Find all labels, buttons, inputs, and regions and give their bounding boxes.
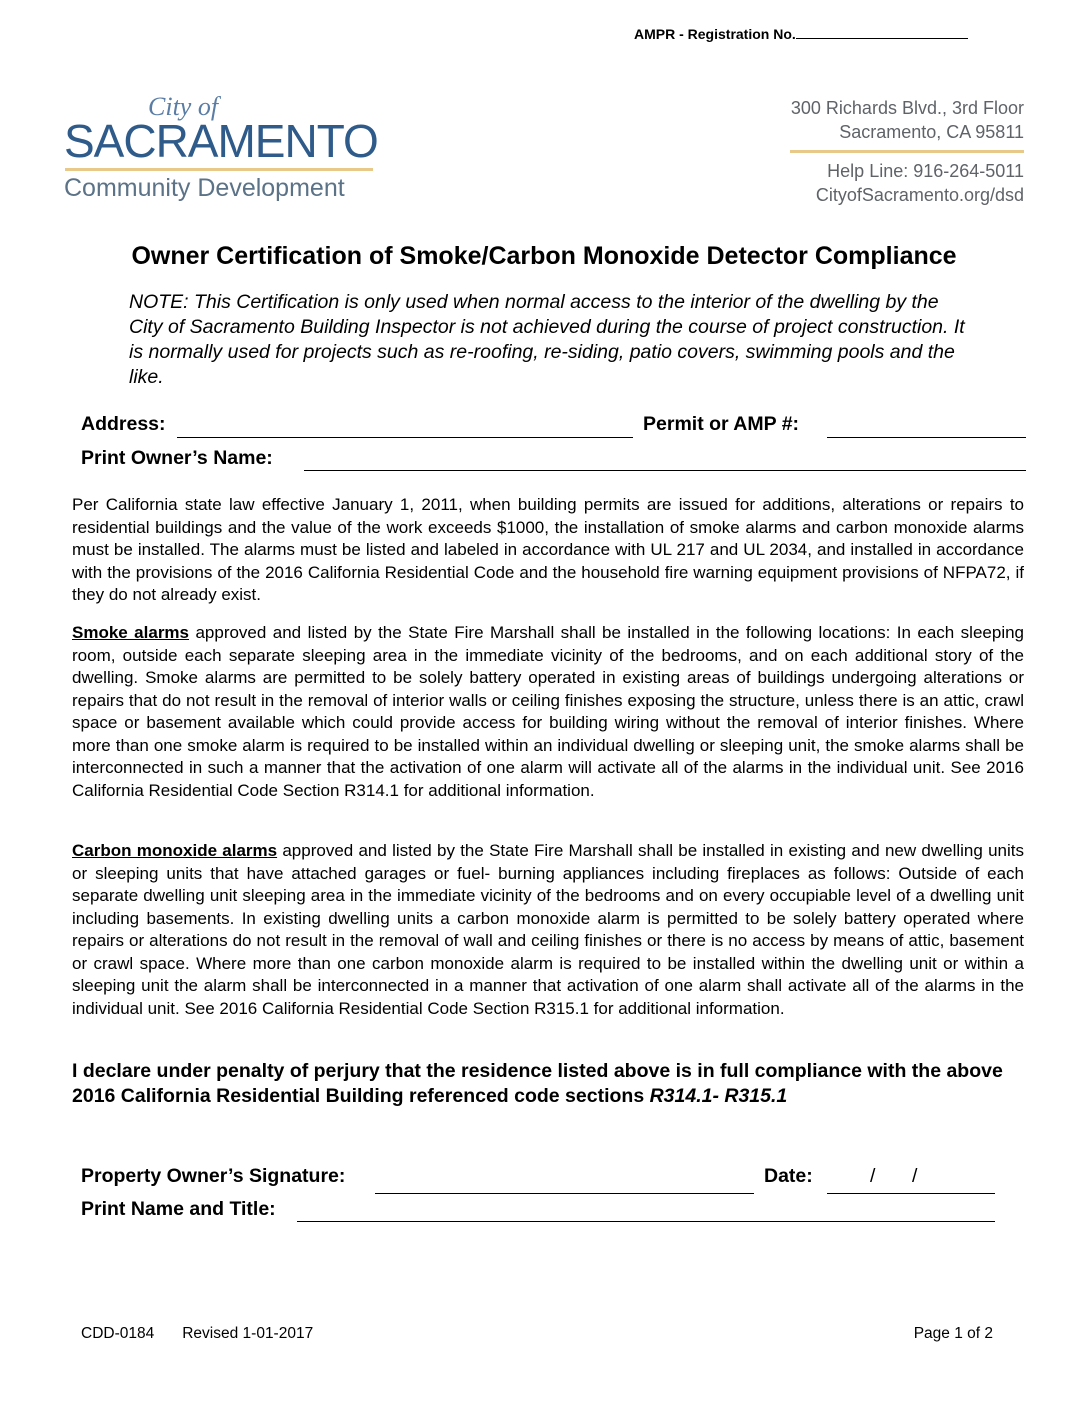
logo-divider (65, 168, 373, 171)
owner-name-label: Print Owner’s Name: (81, 447, 273, 469)
owner-name-input[interactable] (304, 469, 1026, 471)
smoke-alarms-heading: Smoke alarms (72, 623, 190, 642)
office-street: 300 Richards Blvd., 3rd Floor (790, 98, 1024, 118)
date-input[interactable] (827, 1192, 995, 1194)
smoke-alarms-text: approved and listed by the State Fire Marshall shall be installed in the following locations: In each sleeping room, outside each separate sleeping area in the immediate vicinity of the bedrooms, and on each additional story of the dwelling. Smoke alarms are permitted to be solely battery operated in existing areas of buildings undergoing alterations or repairs that do not result in the removal of interior walls or ceiling finishes exposing the structure, unless there is an attic, crawl space or basement available which could provide access for building wiring without the removal of interior finishes. Where more than one smoke alarm is required to be installed within an individual dwelling or sleeping unit, the smoke alarms shall be interconnected in such a manner that the activation of one alarm will activate all of the alarms in the individual unit. See 2016 California Residential Code Section R314.1 for additional information. (72, 623, 1025, 800)
address-label: Address: (81, 413, 166, 435)
registration-field (634, 26, 968, 42)
date-separator-1: / (870, 1165, 876, 1187)
revised-date: Revised 1-01-2017 (182, 1325, 314, 1342)
logo-city-of: City of (148, 92, 219, 121)
registration-label: AMPR - Registration No. (634, 26, 796, 42)
office-address (790, 96, 1024, 207)
permit-input[interactable] (827, 436, 1026, 438)
permit-label: Permit or AMP #: (643, 413, 800, 435)
page-number: Page 1 of 2 (913, 1325, 993, 1342)
smoke-alarms-paragraph (72, 622, 1024, 802)
declaration (72, 1059, 1032, 1109)
footer-form-info (81, 1325, 313, 1343)
logo-city-name: SACRAMENTO (64, 115, 378, 167)
address-divider (790, 150, 1024, 153)
co-alarms-text: approved and listed by the State Fire Marshall shall be installed in existing and new dwelling units or sleeping units that have attached garages or fuel- burning appliances including fireplaces as follows: Outside of each separate dwelling unit sleeping area in the immediate vicinity of the bedrooms and on every occupiable level of a dwelling unit including basements. In existing dwelling units a carbon monoxide alarm is permitted to be solely battery operated where repairs or alterations do not result in the removal of wall and ceiling finishes or there is no access by means of attic, basement or crawl space. Where more than one carbon monoxide alarm is required to be installed within the dwelling unit or within a sleeping unit the alarm shall be interconnected in a manner that activation of one alarm shall activate all of the alarms in the individual unit. See 2016 California Residential Code Section R315.1 for additional information. (72, 841, 1024, 1018)
law-paragraph: Per California state law effective January 1, 2011, when building permits are issued for additions, alterations or repairs to residential buildings and the value of the work exceeds $1000, the installation of smoke alarms and carbon monoxide alarms must be installed. The alarms must be listed and labeled in accordance with UL 217 and UL 2034, and installed in accordance with the provisions of the 2016 California Residential Code and the household fire warning equipment provisions of NFPA72, if they do not already exist. (72, 495, 1024, 604)
note-text: NOTE: This Certification is only used when normal access to the interior of the dwelling by the City of Sacramento Building Inspector is not achieved during the course of project construction. It is normally used for projects such as re-roofing, re-siding, patio covers, swimming pools and the like. (129, 291, 965, 388)
city-logo (64, 92, 384, 214)
date-separator-2: / (912, 1165, 918, 1187)
logo-department: Community Development (64, 174, 345, 202)
registration-line[interactable] (796, 26, 968, 39)
declaration-text: I declare under penalty of perjury that the residence listed above is in full compliance with the above 2016 California Residential Building referenced code sections (72, 1060, 1003, 1107)
print-name-label: Print Name and Title: (81, 1198, 276, 1220)
website: CityofSacramento.org/dsd (815, 185, 1024, 205)
form-number: CDD-0184 (81, 1325, 155, 1342)
address-input[interactable] (177, 436, 633, 438)
print-name-input[interactable] (297, 1220, 995, 1222)
date-label: Date: (764, 1165, 813, 1187)
co-alarms-paragraph (72, 840, 1024, 1020)
page-title: Owner Certification of Smoke/Carbon Monoxide Detector Compliance (131, 242, 957, 270)
co-alarms-heading: Carbon monoxide alarms (72, 841, 278, 860)
signature-input[interactable] (375, 1192, 754, 1194)
signature-label: Property Owner’s Signature: (81, 1165, 346, 1187)
declaration-sections: R314.1- R315.1 (649, 1085, 788, 1107)
help-line: Help Line: 916-264-5011 (827, 161, 1024, 181)
office-city: Sacramento, CA 95811 (839, 122, 1024, 142)
